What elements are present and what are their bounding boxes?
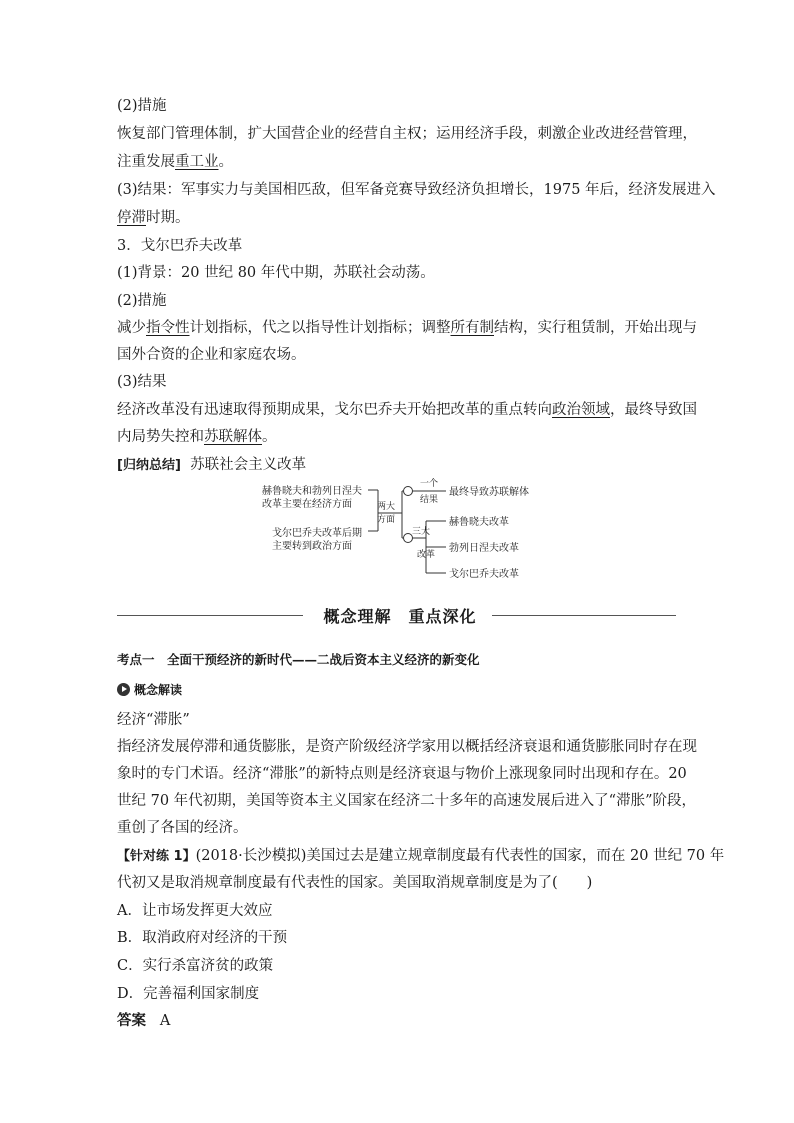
summary-title: 苏联社会主义改革 xyxy=(190,457,307,473)
exercise-tag: 【针对练 1】 xyxy=(117,849,196,864)
measures-heading: (2)措施 xyxy=(117,98,167,114)
gorbachev-measures-heading: (2)措施 xyxy=(117,293,167,309)
diagram-left-bottom-2: 主要转到政治方面 xyxy=(272,541,352,552)
diagram-branch1-1: 一个 xyxy=(420,479,439,489)
option-c: C．实行杀富济贫的政策 xyxy=(117,958,274,974)
gorbachev-background: (1)背景：20 世纪 80 年代中期，苏联社会动荡。 xyxy=(117,265,435,281)
section-rule-left xyxy=(117,615,303,616)
option-a: A．让市场发挥更大效应 xyxy=(117,903,273,919)
diagram-reform-2: 勃列日涅夫改革 xyxy=(449,543,519,554)
play-icon xyxy=(117,683,130,696)
diagram-center-1: 两大 xyxy=(377,502,396,512)
reform-summary-diagram xyxy=(250,476,540,586)
diagram-left-bottom-1: 戈尔巴乔夫改革后期 xyxy=(272,528,362,539)
concept-label: 概念解读 xyxy=(117,680,182,700)
summary-tag: [归纳总结] xyxy=(117,458,181,473)
diagram-reform-1: 赫鲁晓夫改革 xyxy=(449,517,509,528)
diagram-branch2-2: 改革 xyxy=(417,550,436,560)
diagram-reform-3: 戈尔巴乔夫改革 xyxy=(449,569,519,580)
section-title: 概念理解 重点深化 xyxy=(323,607,477,626)
answer-line xyxy=(117,1011,170,1031)
gorbachev-heading: 3．戈尔巴乔夫改革 xyxy=(117,238,243,254)
definition-line-4: 重创了各国的经济。 xyxy=(117,820,248,836)
result-line-1: (3)结果：军事实力与美国相匹敌，但军备竞赛导致经济负担增长，1975 年后，经济发展进入 xyxy=(117,182,716,198)
diagram-branch1-2: 结果 xyxy=(420,495,439,505)
exercise-question-line-1: 【针对练 1】(2018·长沙模拟)美国过去是建立规章制度最有代表性的国家，而在 20 世纪 70 年 xyxy=(117,848,725,864)
diagram-result: 最终导致苏联解体 xyxy=(449,487,529,498)
point1-heading: 考点一 全面干预经济的新时代——二战后资本主义经济的新变化 xyxy=(117,652,480,667)
gorbachev-measures-line-1: 减少指令性计划指标，代之以指导性计划指标；调整所有制结构，实行租赁制，开始出现与 xyxy=(117,320,697,336)
gorbachev-result-line-1: 经济改革没有迅速取得预期成果，戈尔巴乔夫开始把改革的重点转向政治领域，最终导致国 xyxy=(117,402,697,418)
answer-label: 答案 xyxy=(117,1013,146,1029)
diagram-left-top-1: 赫鲁晓夫和勃列日涅夫 xyxy=(262,486,362,497)
measures-text-line-2: 注重发展重工业。 xyxy=(117,154,233,170)
diagram-left-top-2: 改革主要在经济方面 xyxy=(262,499,352,510)
diagram-branch2-1: 三大 xyxy=(412,527,431,537)
gorbachev-measures-line-2: 国外合资的企业和家庭农场。 xyxy=(117,347,306,363)
summary-heading xyxy=(117,455,306,476)
gorbachev-result-heading: (3)结果 xyxy=(117,374,167,390)
result-line-2: 停滞时期。 xyxy=(117,210,190,226)
measures-text-line-1: 恢复部门管理体制，扩大国营企业的经营自主权；运用经济手段，刺激企业改进经营管理， xyxy=(117,126,697,142)
gorbachev-result-line-2: 内局势失控和苏联解体。 xyxy=(117,429,277,445)
exercise-question-line-2: 代初又是取消规章制度最有代表性的国家。美国取消规章制度是为了( ) xyxy=(117,875,593,891)
option-d: D．完善福利国家制度 xyxy=(117,986,260,1002)
diagram-node-result xyxy=(404,487,413,496)
definition-line-1: 指经济发展停滞和通货膨胀，是资产阶级经济学家用以概括经济衰退和通货膨胀同时存在现 xyxy=(117,739,697,755)
answer-value: A xyxy=(159,1013,171,1029)
definition-line-2: 象时的专门术语。经济“滞胀”的新特点则是经济衰退与物价上涨现象同时出现和存在。20 xyxy=(117,766,687,782)
diagram-center-2: 方面 xyxy=(377,515,396,525)
option-b: B．取消政府对经济的干预 xyxy=(117,930,288,946)
term-heading: 经济“滞胀” xyxy=(117,712,190,728)
section-rule-right xyxy=(492,615,676,616)
definition-line-3: 世纪 70 年代初期，美国等资本主义国家在经济二十多年的高速发展后进入了“滞胀”阶段， xyxy=(117,793,696,809)
